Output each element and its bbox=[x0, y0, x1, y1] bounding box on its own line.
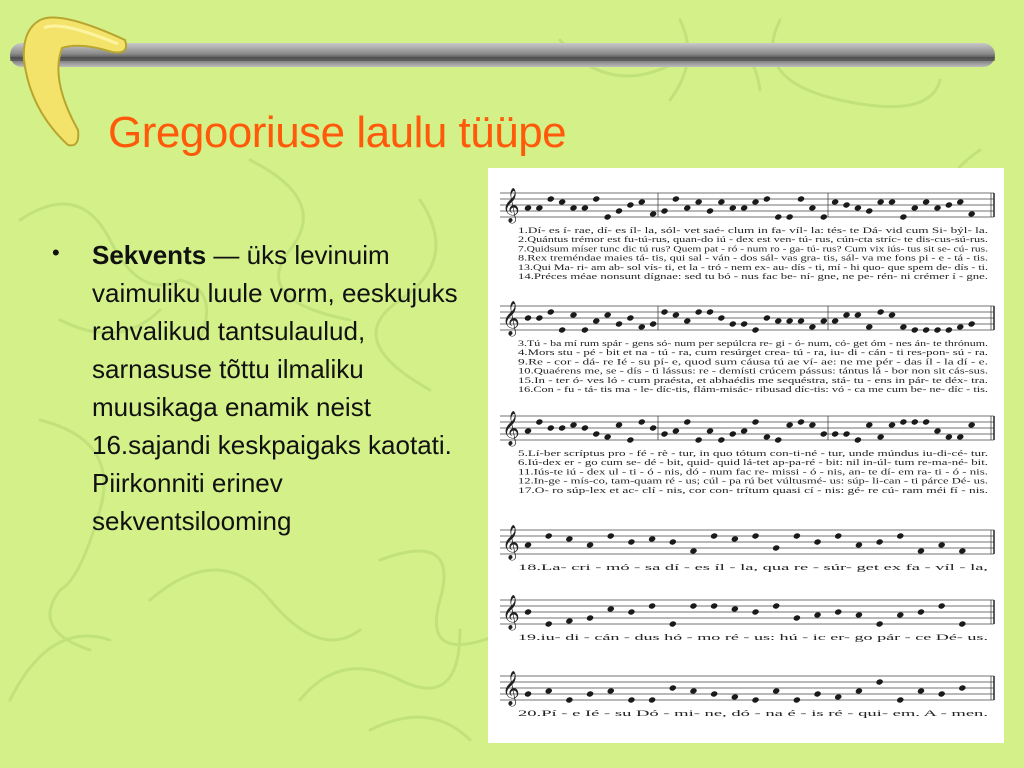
note-head bbox=[854, 436, 862, 443]
note-head bbox=[865, 323, 873, 330]
note-head bbox=[855, 611, 863, 618]
note-head bbox=[607, 687, 615, 694]
bullet-separator: — bbox=[206, 240, 247, 270]
lyric-line: 9.Re - cor - dá- re Ié - su pí- e, quod sum cáusa tú ae ví- ae: ne me pér - das íl - la dí - e. bbox=[518, 357, 988, 367]
note-head bbox=[938, 541, 946, 548]
note-head bbox=[524, 608, 532, 615]
note-head bbox=[938, 690, 946, 697]
note-head bbox=[615, 421, 623, 428]
lyric-line: 20.Pí - e Ié - su Dó - mi- ne, dó - na é - is ré - qui- em. A - men. bbox=[518, 709, 988, 718]
note-head bbox=[813, 538, 821, 545]
note-head bbox=[729, 430, 737, 437]
note-head bbox=[547, 424, 555, 431]
lyric-line: 2.Quántus trémor est fu-tú-rus, quan-do iú - dex est ven- tú- rus, cún-cta stríc- te dis-cus-sú-rus. bbox=[518, 235, 988, 245]
note-head bbox=[808, 421, 816, 428]
note-head bbox=[638, 418, 646, 425]
note-head bbox=[689, 547, 697, 554]
treble-clef-icon: 𝄞 bbox=[502, 301, 520, 336]
decorative-title-bar-shadow bbox=[10, 57, 995, 61]
lyric-line: 5.Lí-ber scríptus pro - fé - rè - tur, in quo tótum con-ti-né - tur, unde múndus iu-di-cé- tur. bbox=[518, 449, 988, 458]
note-head bbox=[717, 198, 725, 205]
note-head bbox=[968, 210, 976, 217]
note-head bbox=[786, 317, 794, 324]
note-head bbox=[751, 198, 759, 205]
lyric-line: 15.In - ter ó- ves ló - cum praésta, et abhaédis me sequéstra, stá- tu - ens in pár- te déx- tra. bbox=[518, 375, 988, 385]
note-head bbox=[813, 611, 821, 618]
note-head bbox=[834, 532, 842, 539]
slide-title: Gregooriuse laulu tüüpe bbox=[108, 108, 567, 157]
note-head bbox=[627, 538, 635, 545]
note-head bbox=[774, 213, 782, 220]
note-head bbox=[717, 436, 725, 443]
decorative-title-bar bbox=[10, 43, 995, 67]
note-head bbox=[911, 204, 919, 211]
staff-system bbox=[500, 188, 994, 281]
note-head bbox=[565, 617, 573, 624]
note-head bbox=[958, 620, 966, 627]
staff-system bbox=[500, 411, 994, 495]
note-head bbox=[660, 308, 668, 315]
treble-clef-icon: 𝄞 bbox=[502, 525, 520, 560]
bullet-term: Sekvents bbox=[92, 240, 207, 270]
note-head bbox=[876, 538, 884, 545]
note-head bbox=[888, 198, 896, 205]
note-head bbox=[877, 198, 885, 205]
note-head bbox=[911, 418, 919, 425]
note-head bbox=[669, 620, 677, 627]
note-head bbox=[731, 535, 739, 542]
lyric-line: 16.Con - fu - tá- tis ma - le- díc-tis, flám-misác- ribusad díc-tis: vó - ca me cum be- ne- díc - tis. bbox=[518, 385, 988, 394]
note-head bbox=[558, 326, 566, 333]
note-head bbox=[865, 421, 873, 428]
note-head bbox=[793, 532, 801, 539]
note-head bbox=[772, 602, 780, 609]
note-head bbox=[820, 430, 828, 437]
note-head bbox=[731, 693, 739, 700]
note-head bbox=[831, 317, 839, 324]
note-head bbox=[660, 430, 668, 437]
note-head bbox=[627, 696, 635, 703]
note-head bbox=[751, 608, 759, 615]
note-head bbox=[842, 201, 850, 208]
note-head bbox=[793, 614, 801, 621]
note-head bbox=[524, 427, 532, 434]
note-head bbox=[797, 317, 805, 324]
note-head bbox=[945, 433, 953, 440]
note-head bbox=[689, 602, 697, 609]
note-head bbox=[695, 436, 703, 443]
lyric-line: 10.Quaérens me, se - dís - ti lássus: re - demísti crúcem pássus: tántus lá - bor non sit cás-sus. bbox=[518, 366, 988, 376]
treble-clef-icon: 𝄞 bbox=[502, 188, 520, 223]
note-head bbox=[669, 538, 677, 545]
note-head bbox=[933, 204, 941, 211]
note-head bbox=[524, 204, 532, 211]
note-head bbox=[813, 690, 821, 697]
note-head bbox=[834, 608, 842, 615]
note-head bbox=[842, 311, 850, 318]
note-head bbox=[854, 204, 862, 211]
note-head bbox=[876, 620, 884, 627]
note-head bbox=[683, 317, 691, 324]
note-head bbox=[945, 326, 953, 333]
note-head bbox=[808, 204, 816, 211]
note-head bbox=[607, 532, 615, 539]
note-head bbox=[729, 320, 737, 327]
note-head bbox=[545, 687, 553, 694]
note-head bbox=[669, 684, 677, 691]
treble-clef-icon: 𝄞 bbox=[502, 411, 520, 446]
note-head bbox=[729, 204, 737, 211]
note-head bbox=[865, 207, 873, 214]
note-head bbox=[706, 427, 714, 434]
lyric-line: 17.O- ro súp-lex et ac- clí - nis, cor con- trítum quasi cí - nis: gé- re cú- ram méi fí - nis. bbox=[518, 485, 988, 495]
note-head bbox=[604, 213, 612, 220]
note-head bbox=[797, 418, 805, 425]
note-head bbox=[547, 308, 555, 315]
note-head bbox=[899, 213, 907, 220]
note-head bbox=[956, 433, 964, 440]
note-head bbox=[649, 320, 657, 327]
note-head bbox=[689, 687, 697, 694]
note-head bbox=[917, 547, 925, 554]
lyric-line: 14.Préces méae nonsunt dígnae: sed tu bó - nus fac be- ní- gne, ne pe- rén- ni crémer í - gne. bbox=[518, 272, 988, 281]
treble-clef-icon: 𝄞 bbox=[502, 671, 520, 706]
note-head bbox=[896, 611, 904, 618]
sheet-music-staves bbox=[488, 168, 1004, 743]
note-head bbox=[740, 427, 748, 434]
treble-clef-icon: 𝄞 bbox=[502, 595, 520, 630]
note-head bbox=[565, 535, 573, 542]
note-head bbox=[627, 608, 635, 615]
staff-system bbox=[500, 671, 994, 718]
note-head bbox=[797, 195, 805, 202]
note-head bbox=[717, 314, 725, 321]
note-head bbox=[683, 204, 691, 211]
note-head bbox=[855, 541, 863, 548]
note-head bbox=[917, 687, 925, 694]
staff-system bbox=[500, 301, 994, 394]
note-head bbox=[592, 317, 600, 324]
note-head bbox=[649, 424, 657, 431]
note-head bbox=[710, 690, 718, 697]
note-head bbox=[638, 323, 646, 330]
note-head bbox=[524, 541, 532, 548]
note-head bbox=[710, 532, 718, 539]
note-head bbox=[569, 204, 577, 211]
lyric-line: 7.Quidsum míser tunc dic tú rus? Quem pat - ró - num ro - ga- tú- rus? Cum vix iús- tus sit se- cú- rus. bbox=[518, 244, 988, 254]
note-head bbox=[945, 201, 953, 208]
note-head bbox=[565, 696, 573, 703]
note-head bbox=[604, 433, 612, 440]
lyric-line: 8.Rex treméndae maies tá- tis, qui sal - ván - dos sál- vas gra- tis, sál- va me fons pi - e - tá - tis. bbox=[518, 253, 988, 263]
bullet-marker: • bbox=[52, 240, 60, 265]
note-head bbox=[558, 198, 566, 205]
note-head bbox=[626, 314, 634, 321]
note-head bbox=[933, 427, 941, 434]
note-head bbox=[695, 308, 703, 315]
note-head bbox=[786, 213, 794, 220]
note-head bbox=[763, 195, 771, 202]
note-head bbox=[592, 195, 600, 202]
note-head bbox=[672, 195, 680, 202]
note-head bbox=[751, 418, 759, 425]
note-head bbox=[774, 317, 782, 324]
note-head bbox=[877, 433, 885, 440]
note-head bbox=[956, 198, 964, 205]
bullet-body: üks levinuim vaimuliku luule vorm, eeskujuks rahvalikud tantsulaulud, sarnasuse tõttu ilmaliku muusikaga enamik neist 16.sajandi keskpaigaks kaotati. Piirkonniti erinev sekventsilooming bbox=[92, 240, 458, 536]
note-head bbox=[648, 535, 656, 542]
note-head bbox=[786, 421, 794, 428]
note-head bbox=[774, 436, 782, 443]
note-head bbox=[695, 198, 703, 205]
note-head bbox=[740, 320, 748, 327]
note-head bbox=[751, 326, 759, 333]
note-head bbox=[524, 690, 532, 697]
note-head bbox=[535, 204, 543, 211]
note-head bbox=[581, 326, 589, 333]
note-head bbox=[855, 687, 863, 694]
sheet-music-image bbox=[488, 168, 1004, 743]
note-head bbox=[607, 605, 615, 612]
note-head bbox=[615, 207, 623, 214]
lyric-line: 19.iu- di - cán - dus hó - mo ré - us: hú - ic er- go pár - ce Dé- us. bbox=[518, 633, 988, 642]
bullet-item bbox=[92, 236, 462, 540]
note-head bbox=[586, 690, 594, 697]
note-head bbox=[535, 418, 543, 425]
note-head bbox=[831, 430, 839, 437]
note-head bbox=[581, 424, 589, 431]
note-head bbox=[968, 320, 976, 327]
note-head bbox=[586, 614, 594, 621]
note-head bbox=[751, 696, 759, 703]
note-head bbox=[831, 198, 839, 205]
note-head bbox=[896, 696, 904, 703]
note-head bbox=[672, 427, 680, 434]
note-head bbox=[958, 547, 966, 554]
note-head bbox=[842, 430, 850, 437]
note-head bbox=[911, 326, 919, 333]
note-head bbox=[535, 314, 543, 321]
note-head bbox=[968, 421, 976, 428]
note-head bbox=[660, 207, 668, 214]
lyric-line: 1.Dí- es í- rae, dí- es íl- la, sól- vet saé- clum in fa- víl- la: tés- te Dá- vid cum Si- býl- la. bbox=[518, 226, 988, 235]
note-head bbox=[938, 602, 946, 609]
note-head bbox=[922, 418, 930, 425]
note-head bbox=[581, 204, 589, 211]
staff-system bbox=[500, 595, 994, 642]
note-head bbox=[592, 430, 600, 437]
note-head bbox=[569, 421, 577, 428]
note-head bbox=[649, 210, 657, 217]
note-head bbox=[740, 204, 748, 211]
note-head bbox=[922, 198, 930, 205]
note-head bbox=[731, 605, 739, 612]
note-head bbox=[763, 314, 771, 321]
note-head bbox=[648, 696, 656, 703]
note-head bbox=[524, 314, 532, 321]
note-head bbox=[877, 308, 885, 315]
note-head bbox=[854, 311, 862, 318]
note-head bbox=[558, 424, 566, 431]
note-head bbox=[876, 678, 884, 685]
note-head bbox=[933, 326, 941, 333]
note-head bbox=[586, 541, 594, 548]
lyric-line: 13.Qui Ma- ri- am ab- sol vís- ti, et la - tró - nem ex- au- dís - ti, mí - hi quo- que spem de- dís - ti. bbox=[518, 262, 988, 272]
note-head bbox=[672, 311, 680, 318]
note-head bbox=[922, 326, 930, 333]
note-head bbox=[638, 198, 646, 205]
note-head bbox=[545, 532, 553, 539]
lyric-line: 12.In-ge - mís-co, tam-quam ré - us; cúl - pa rú bet vúltusmé- us: súp- li-can - ti párce Dé- us. bbox=[518, 476, 988, 486]
note-head bbox=[772, 544, 780, 551]
note-head bbox=[626, 436, 634, 443]
note-head bbox=[706, 207, 714, 214]
lyric-line: 4.Mors stu - pé - bit et na - tú - ra, cum resúrget crea- tú - ra, iu- di - cán - ti res-pon- sú - ra. bbox=[518, 348, 988, 358]
note-head bbox=[751, 532, 759, 539]
note-head bbox=[710, 602, 718, 609]
note-head bbox=[793, 696, 801, 703]
note-head bbox=[763, 433, 771, 440]
lyric-line: 6.Iú-dex er - go cum se- dé - bit, quid- quid lá-tet ap-pa-ré - bit: nil in-úl- tum re-ma-né- bit. bbox=[518, 458, 988, 468]
note-head bbox=[899, 418, 907, 425]
note-head bbox=[899, 323, 907, 330]
note-head bbox=[820, 213, 828, 220]
note-head bbox=[808, 323, 816, 330]
note-head bbox=[917, 608, 925, 615]
lyric-line: 18.La- cri - mó - sa dí - es íl - la, qua re - súr- get ex fa - víl - la, bbox=[518, 563, 988, 572]
note-head bbox=[683, 418, 691, 425]
note-head bbox=[626, 201, 634, 208]
note-head bbox=[604, 311, 612, 318]
note-head bbox=[888, 421, 896, 428]
note-head bbox=[896, 532, 904, 539]
note-head bbox=[834, 693, 842, 700]
note-head bbox=[706, 308, 714, 315]
note-head bbox=[615, 320, 623, 327]
note-head bbox=[958, 684, 966, 691]
note-head bbox=[569, 311, 577, 318]
note-head bbox=[820, 317, 828, 324]
lyric-line: 3.Tú - ba mí rum spár - gens só- num per sepúlcra re- gi - ó- num, có- get óm - nes án- te thrónum. bbox=[518, 339, 988, 348]
lyric-line: 11.Iús-te iú - dex ul - ti - ó - nis, dó - num fac re- missi - ó - nis, an- te dí- em ra- ti - ó - nis. bbox=[518, 467, 988, 477]
staff-system bbox=[500, 525, 994, 572]
note-head bbox=[648, 602, 656, 609]
note-head bbox=[956, 323, 964, 330]
note-head bbox=[888, 311, 896, 318]
note-head bbox=[547, 195, 555, 202]
note-head bbox=[772, 687, 780, 694]
note-head bbox=[545, 620, 553, 627]
